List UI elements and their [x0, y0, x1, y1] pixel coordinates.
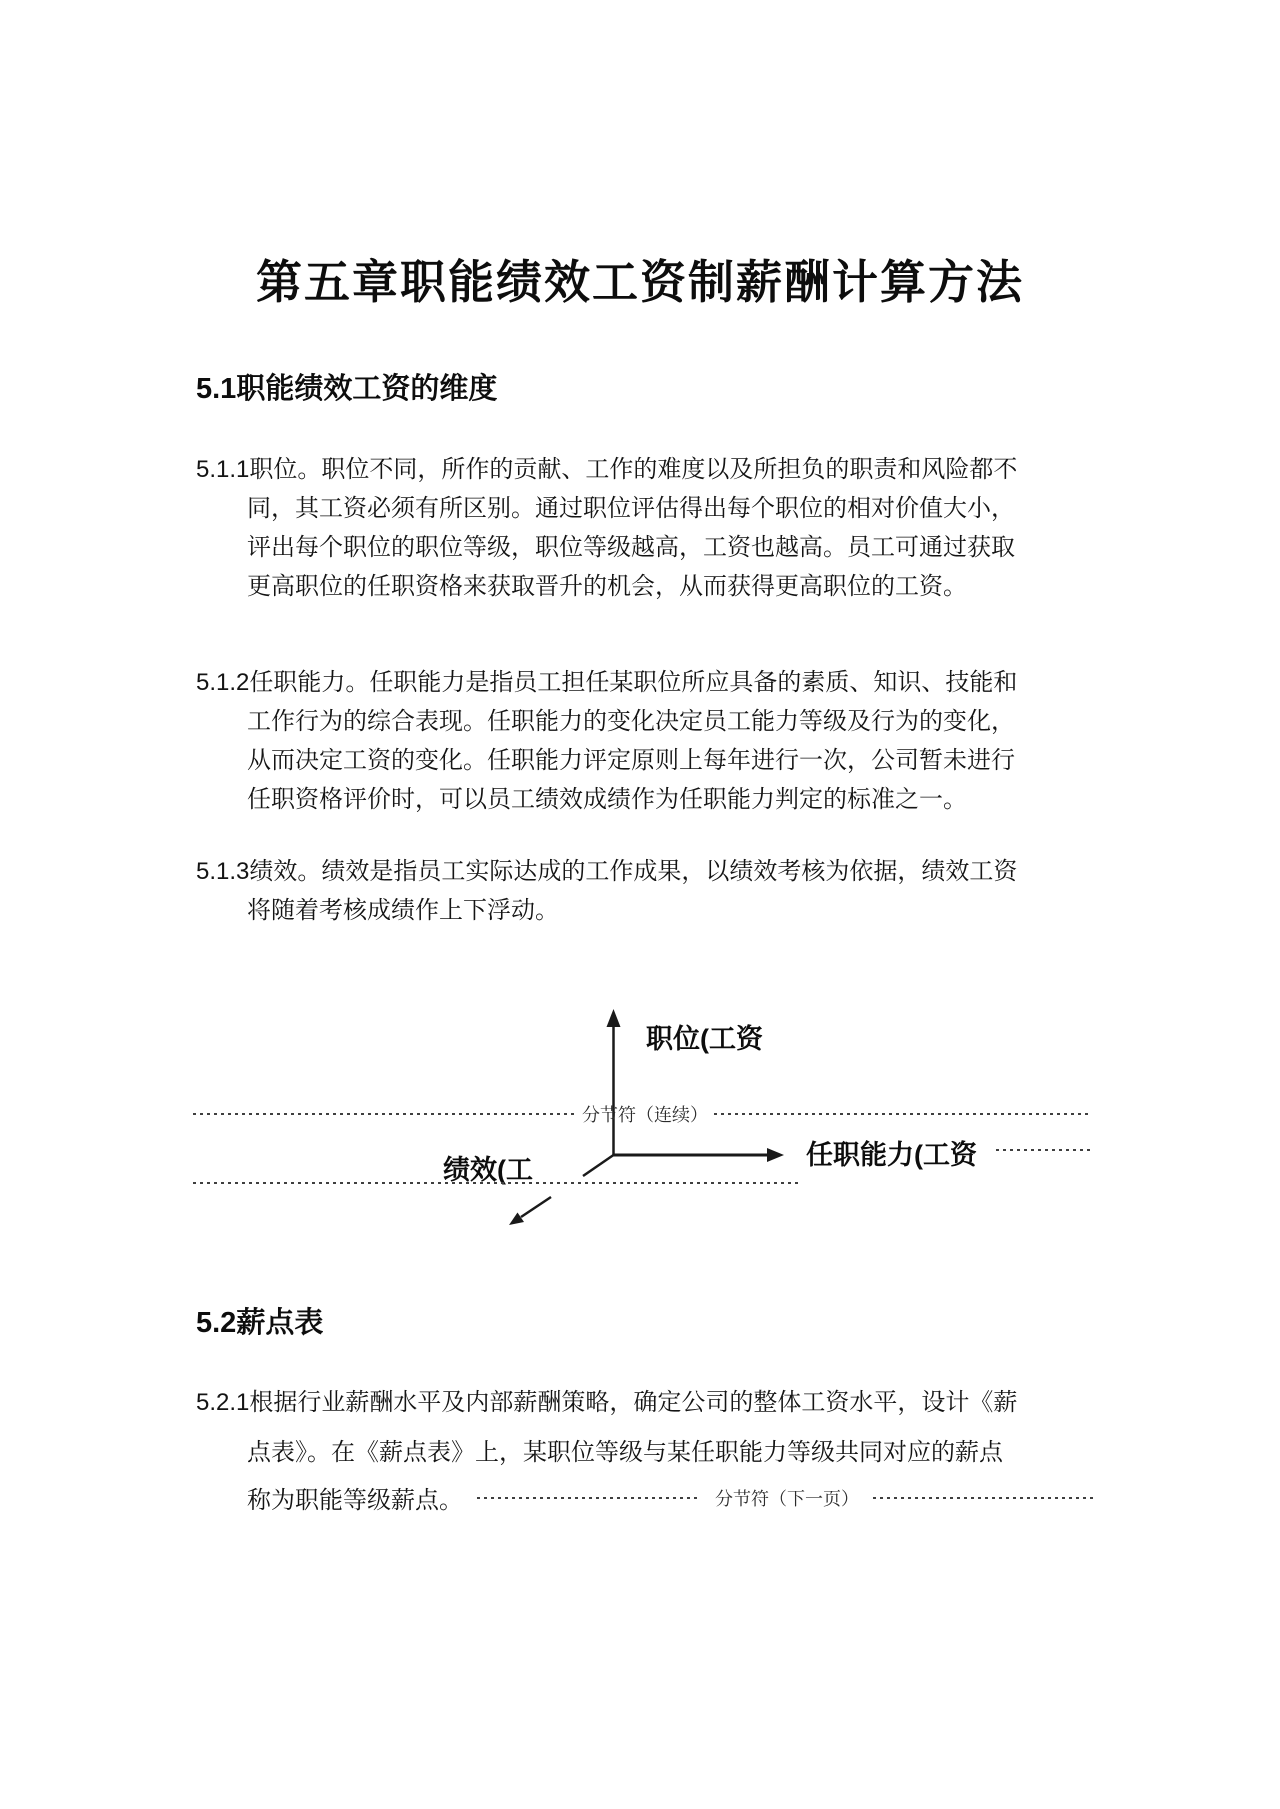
- paragraph-line: 5.1.3绩效。绩效是指员工实际达成的工作成果，以绩效考核为依据，绩效工资: [196, 858, 1018, 885]
- paragraph-line: 任职资格评价时，可以员工绩效成绩作为任职能力判定的标准之一。: [247, 786, 967, 813]
- paragraph-5-1-3: [196, 852, 1116, 930]
- heading-5-2: 5.2薪点表: [196, 1307, 324, 1339]
- paragraph-line: 从而决定工资的变化。任职能力评定原则上每年进行一次，公司暂未进行: [247, 747, 1015, 774]
- down-left-arrowhead-icon: [509, 1213, 524, 1226]
- diagonal-axis-label: 绩效(工: [443, 1155, 533, 1185]
- paragraph-line: 点表》。在《薪点表》上，某职位等级与某任职能力等级共同对应的薪点: [247, 1439, 1003, 1466]
- diagonal-axis-line: [583, 1155, 614, 1176]
- paragraph-5-1-1: [196, 450, 1116, 606]
- horizontal-axis-label: 任职能力(工资: [806, 1140, 977, 1170]
- right-arrowhead-icon: [767, 1148, 784, 1162]
- section-break-next-page: [247, 1478, 1097, 1517]
- paragraph-line: 5.2.1根据行业薪酬水平及内部薪酬策略，确定公司的整体工资水平，设计《薪: [196, 1389, 1018, 1416]
- paragraph-line: 5.1.2任职能力。任职能力是指员工担任某职位所应具备的素质、知识、技能和: [196, 669, 1018, 696]
- paragraph-line: 称为职能等级薪点。: [247, 1487, 463, 1514]
- up-arrowhead-icon: [607, 1009, 621, 1027]
- paragraph-5-2-1: [196, 1378, 1116, 1478]
- vertical-axis-label: 职位(工资: [646, 1024, 763, 1054]
- paragraph-5-1-2: [196, 663, 1116, 819]
- paragraph-line: 将随着考核成绩作上下浮动。: [247, 897, 559, 924]
- paragraph-line: 更高职位的任职资格来获取晋升的机会，从而获得更高职位的工资。: [247, 573, 967, 600]
- page-title: 第五章职能绩效工资制薪酬计算方法: [256, 256, 1024, 308]
- paragraph-line: 评出每个职位的职位等级，职位等级越高，工资也越高。员工可通过获取: [247, 534, 1015, 561]
- paragraph-line: 同，其工资必须有所区别。通过职位评估得出每个职位的相对价值大小，: [247, 495, 1015, 522]
- paragraph-line: 5.1.1职位。职位不同，所作的贡献、工作的难度以及所担负的职责和风险都不: [196, 456, 1018, 483]
- paragraph-line: 工作行为的综合表现。任职能力的变化决定员工能力等级及行为的变化，: [247, 708, 1015, 735]
- section-break-next-page-label: 分节符（下一页）: [715, 1488, 859, 1509]
- heading-5-1: 5.1职能绩效工资的维度: [196, 373, 498, 405]
- section-break-dotted-line: [873, 1497, 1097, 1499]
- diagonal-axis-line: [521, 1197, 551, 1217]
- three-axis-salary-diagram: [0, 1000, 1280, 1250]
- section-break-continuous-label: 分节符（连续）: [582, 1105, 708, 1125]
- section-break-dotted-line: [477, 1497, 701, 1499]
